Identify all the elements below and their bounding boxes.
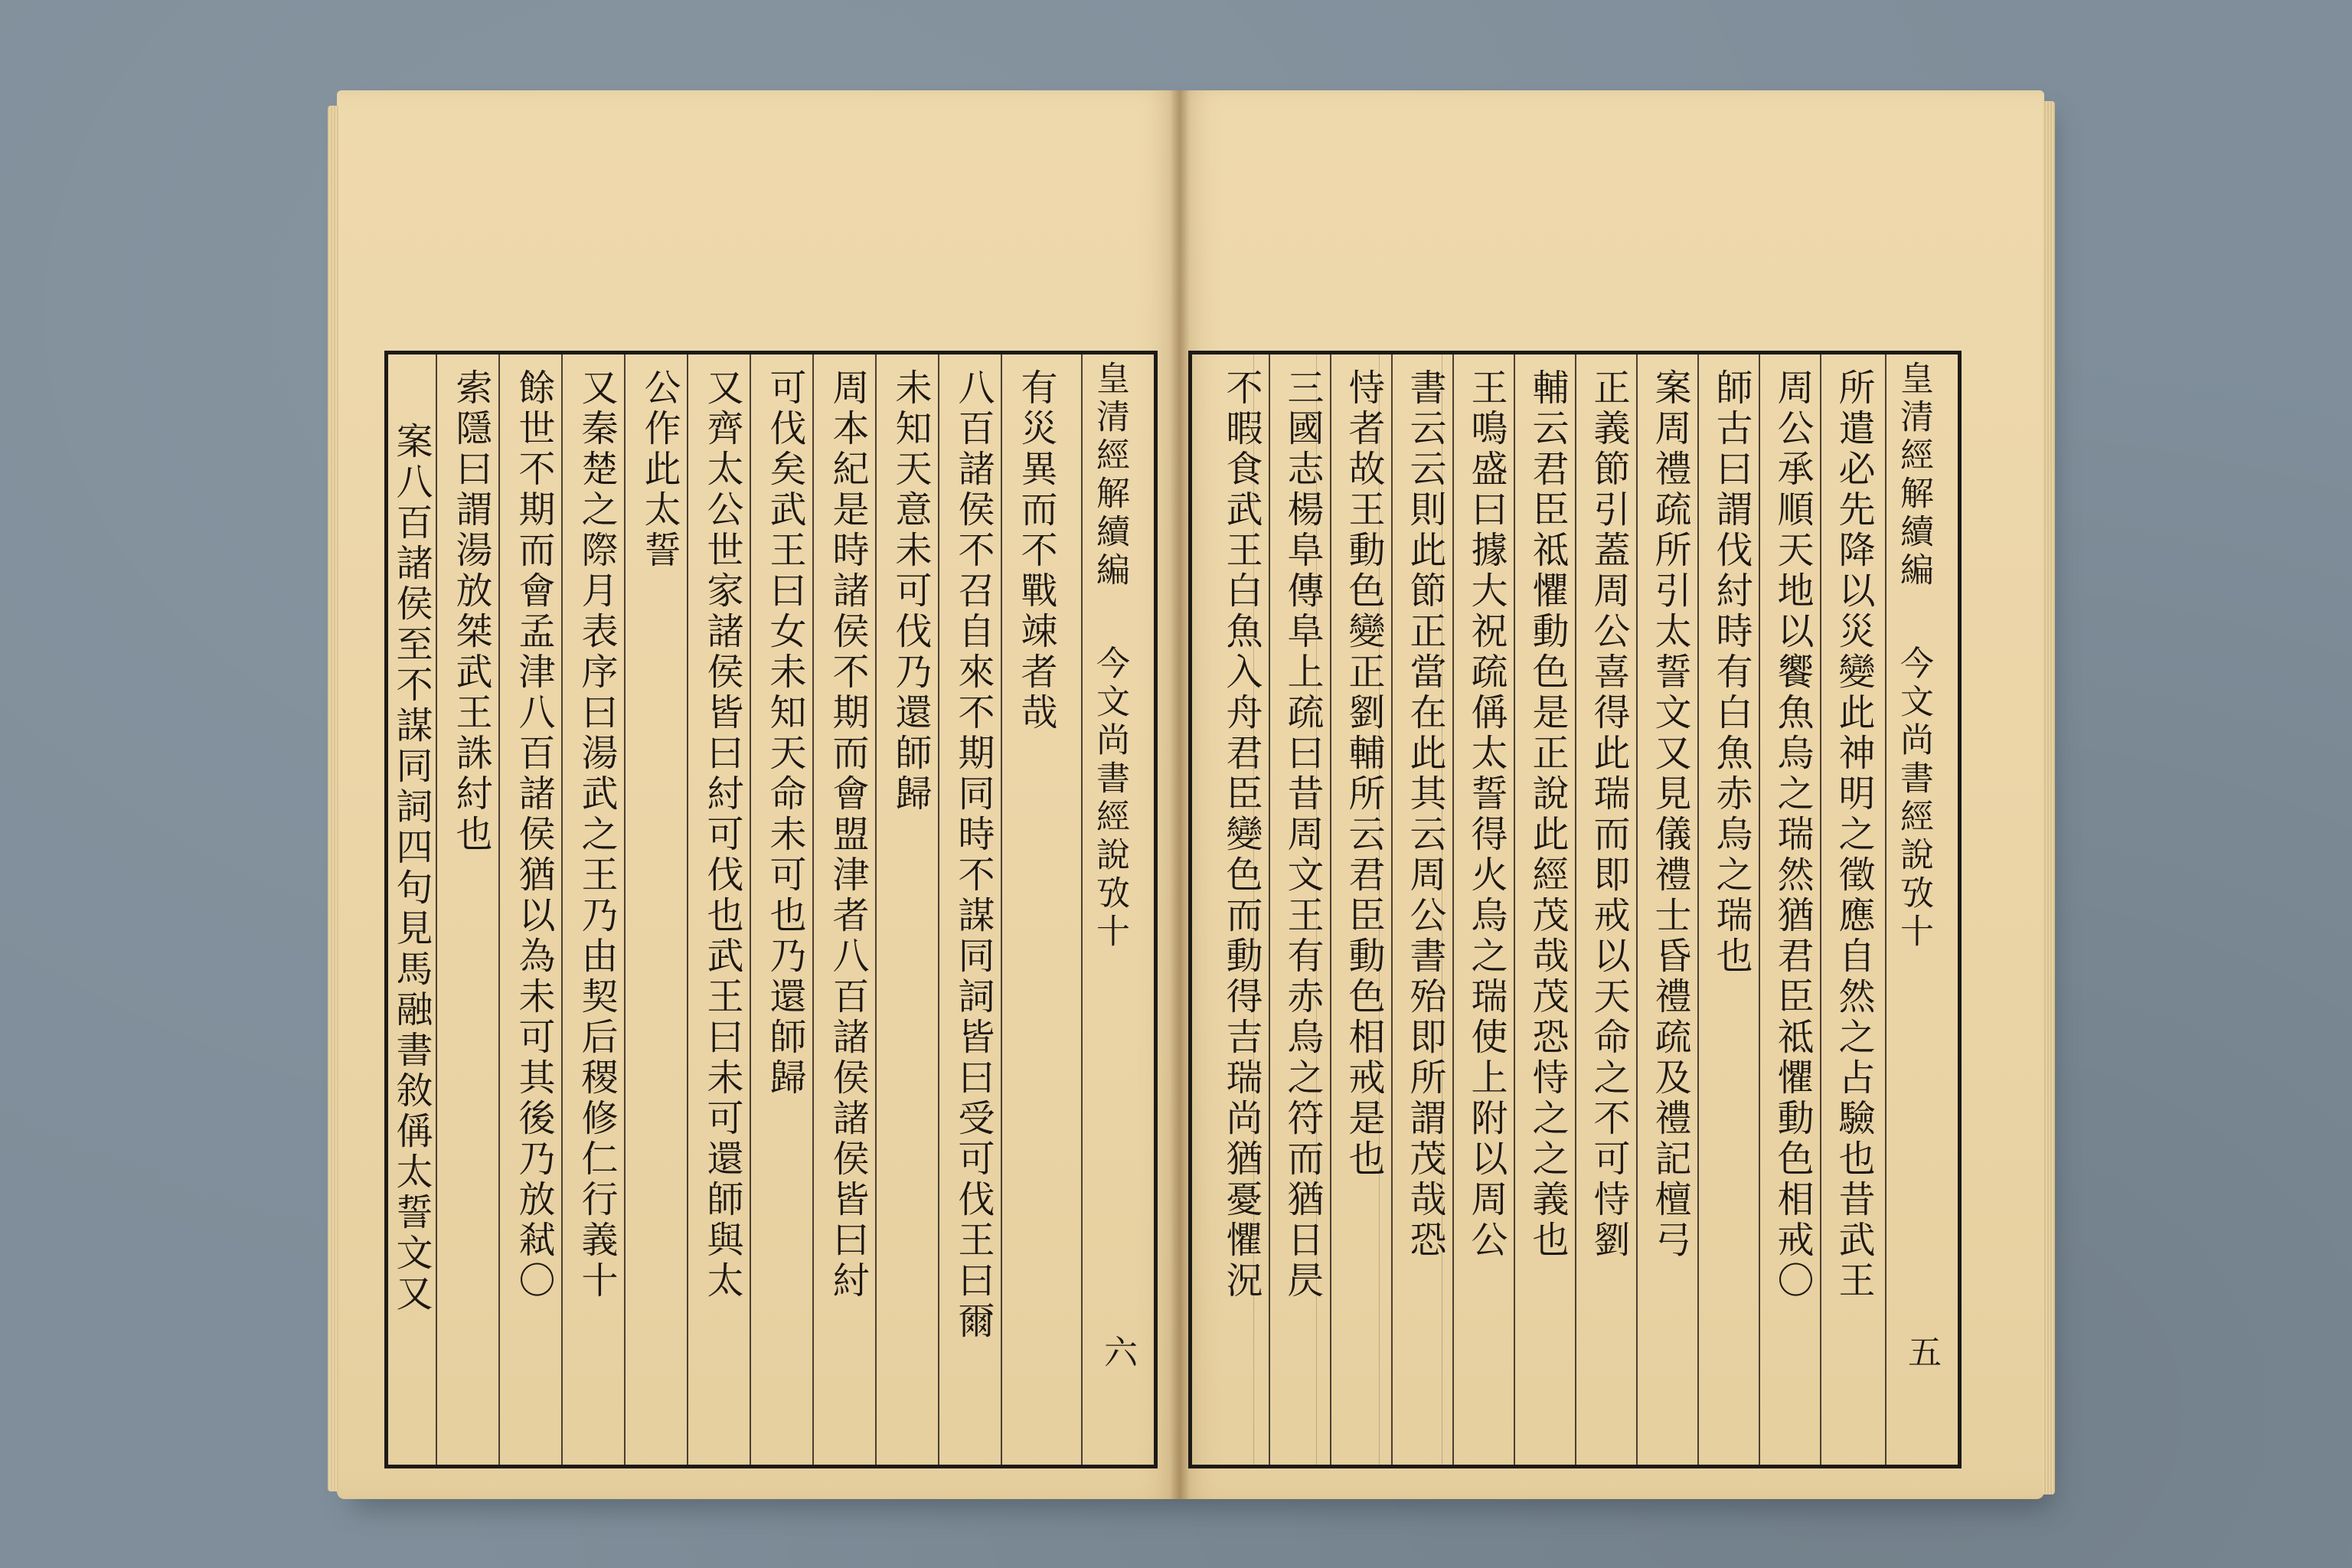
column-rule: [1697, 354, 1699, 1465]
column-rule: [1820, 354, 1821, 1465]
left-column-10: 索隱曰謂湯放桀武王誅紂也: [449, 368, 492, 855]
right-column-3: 師古曰謂伐紂時有白魚赤烏之瑞也: [1710, 368, 1753, 977]
column-rule: [1575, 354, 1576, 1465]
column-rule: [1001, 354, 1002, 1465]
left-column-5: 可伐矣武王曰女未知天命未可也乃還師歸: [763, 368, 806, 1099]
column-rule: [938, 354, 939, 1465]
left-column-11: 案八百諸侯至不謀同詞四句見馬融書敘偁太誓文又: [390, 422, 433, 1315]
right-column-5: 正義節引蓋周公喜得此瑞而即戒以天命之不可恃劉: [1587, 368, 1630, 1261]
column-rule: [624, 354, 626, 1465]
left-column-6: 又齊太公世家諸侯皆曰紂可伐也武王曰未可還師與太: [701, 368, 743, 1302]
book-gutter: [1170, 90, 1190, 1499]
right-column-8: 書云云則此節正當在此其云周公書殆即所謂茂哉恐: [1403, 368, 1446, 1261]
column-rule: [1759, 354, 1760, 1465]
column-rule: [875, 354, 877, 1465]
column-rule: [1391, 354, 1393, 1465]
left-column-2: 八百諸侯不召自來不期同時不謀同詞皆曰受可伐王曰爾: [952, 368, 995, 1342]
left-margin-title: 皇清經解續編: [1090, 361, 1129, 590]
right-column-1: 所遣必先降以災變此神明之徵應自然之占驗也昔武王: [1832, 368, 1875, 1302]
right-text-frame: [1188, 351, 1962, 1468]
left-column-1: 有災異而不戰竦者哉: [1014, 368, 1057, 733]
right-column-9: 恃者故王動色變正劉輔所云君臣動色相戒是也: [1342, 368, 1385, 1180]
right-folio-number: 五: [1902, 1334, 1941, 1368]
left-page-edges: [328, 106, 338, 1491]
left-margin-rule: [1081, 354, 1083, 1465]
right-column-4: 案周禮疏所引太誓文又見儀禮士昏禮疏及禮記檀弓: [1648, 368, 1691, 1261]
left-column-7: 公作此太誓: [638, 368, 681, 571]
right-page-edges: [2043, 101, 2055, 1494]
left-text-frame: [384, 351, 1158, 1468]
left-column-4: 周本紀是時諸侯不期而會盟津者八百諸侯諸侯皆曰紂: [826, 368, 869, 1302]
right-margin-title: 皇清經解續編: [1894, 361, 1933, 590]
right-margin-subtitle: 今文尚書經說攷十: [1894, 645, 1933, 952]
right-column-6: 輔云君臣祗懼動色是正說此經茂哉茂恐恃之之義也: [1526, 368, 1569, 1261]
column-rule: [498, 354, 500, 1465]
left-margin-subtitle: 今文尚書經說攷十: [1090, 645, 1129, 952]
column-rule: [750, 354, 751, 1465]
column-rule: [1452, 354, 1454, 1465]
column-rule: [436, 354, 437, 1465]
column-rule: [1330, 354, 1331, 1465]
left-page: [337, 90, 1179, 1499]
column-rule: [687, 354, 688, 1465]
column-rule: [812, 354, 814, 1465]
left-column-8: 又秦楚之際月表序曰湯武之王乃由契后稷修仁行義十: [575, 368, 618, 1302]
left-folio-number: 六: [1098, 1334, 1137, 1368]
column-rule: [561, 354, 563, 1465]
right-margin-rule: [1885, 354, 1886, 1465]
left-column-3: 未知天意未可伐乃還師歸: [889, 368, 932, 815]
open-book: [337, 90, 2044, 1499]
column-rule: [1636, 354, 1638, 1465]
right-column-10: 三國志楊阜傳阜上疏曰昔周文王有赤烏之符而猶日昃: [1281, 368, 1324, 1302]
column-rule: [1269, 354, 1270, 1465]
right-column-7: 王鳴盛曰據大祝疏偁太誓得火烏之瑞使上附以周公: [1465, 368, 1508, 1261]
right-column-11: 不暇食武王白魚入舟君臣變色而動得吉瑞尚猶憂懼況: [1220, 368, 1263, 1302]
right-column-2: 周公承順天地以饗魚烏之瑞然猶君臣祗懼動色相戒〇: [1771, 368, 1814, 1302]
column-rule: [1514, 354, 1515, 1465]
left-column-9: 餘世不期而會孟津八百諸侯猶以為未可其後乃放弒〇: [512, 368, 555, 1302]
